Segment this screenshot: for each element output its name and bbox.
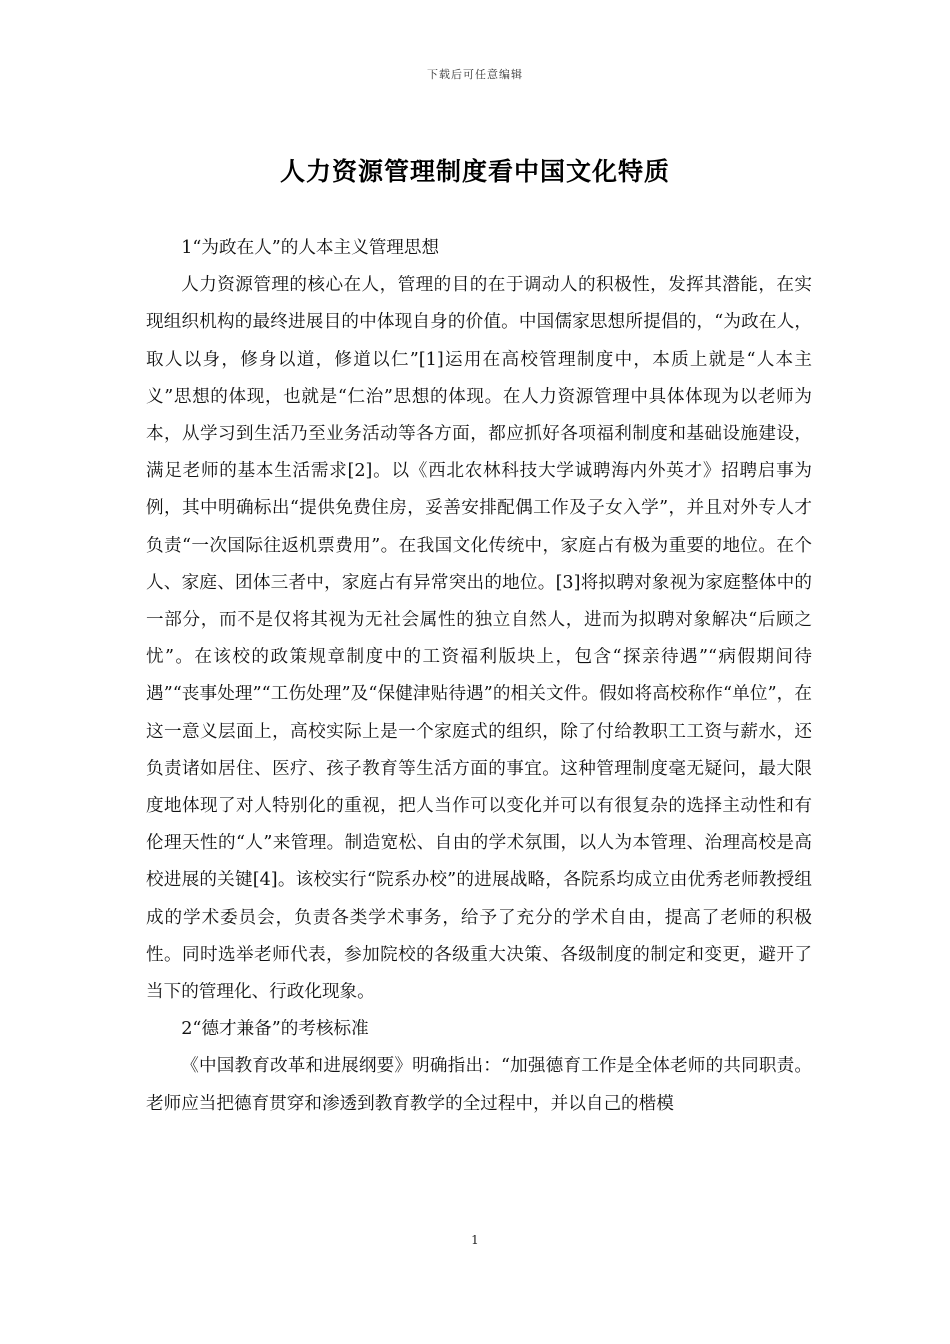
section-heading-1: 1“为政在人”的人本主义管理思想 bbox=[181, 238, 440, 258]
document-title: 人力资源管理制度看中国文化特质 bbox=[279, 157, 670, 186]
document-body bbox=[146, 230, 812, 1123]
section-heading-2: 2“德才兼备”的考核标准 bbox=[181, 1019, 369, 1040]
page-number: 1 bbox=[471, 1233, 479, 1247]
page-header-note: 下载后可任意编辑 bbox=[427, 68, 523, 81]
body-paragraph-1: 人力资源管理的核心在人，管理的目的在于调动人的积极性，发挥其潜能，在实现组织机构的最终进展目的中体现自身的价值。中国儒家思想所提倡的，“为政在人，取人以身，修身以道，修道以仁”[1]运用在高校管理制度中，本质上就是“人本主义”思想的体现，也就是“仁治”思想的体现。在人力资源管理中具体体现为以老师为本，从学习到生活乃至业务活动等各方面，都应抓好各项福利制度和基础设施建设，满足老师的基本生活需求[2]。以《西北农林科技大学诚聘海内外英才》招聘启事为例，其中明确标出“提供免费住房，妥善安排配偶工作及子女入学”，并且对外专人才负责“一次国际往返机票费用”。在我国文化传统中，家庭占有极为重要的地位。在个人、家庭、团体三者中，家庭占有异常突出的地位。[3]将拟聘对象视为家庭整体中的一部分，而不是仅将其视为无社会属性的独立自然人，进而为拟聘对象解决“后顾之忧”。在该校的政策规章制度中的工资福利版块上，包含“探亲待遇”“病假期间待遇”“丧事处理”“工伤处理”及“保健津贴待遇”的相关文件。假如将高校称作“单位”，在这一意义层面上，高校实际上是一个家庭式的组织，除了付给教职工工资与薪水，还负责诸如居住、医疗、孩子教育等生活方面的事宜。这种管理制度毫无疑问，最大限度地体现了对人特别化的重视，把人当作可以变化并可以有很复杂的选择主动性和有伦理天性的“人”来管理。制造宽松、自由的学术氛围，以人为本管理、治理高校是高校进展的关键[4]。该校实行“院系办校”的进展战略，各院系均成立由优秀老师教授组成的学术委员会，负责各类学术事务，给予了充分的学术自由，提高了老师的积极性。同时选举老师代表，参加院校的各级重大决策、各级制度的制定和变更，避开了当下的管理化、行政化现象。 bbox=[146, 275, 812, 1003]
body-paragraph-2: 《中国教育改革和进展纲要》明确指出：“加强德育工作是全体老师的共同职责。老师应当把德育贯穿和渗透到教育教学的全过程中，并以自己的楷模 bbox=[146, 1056, 812, 1114]
